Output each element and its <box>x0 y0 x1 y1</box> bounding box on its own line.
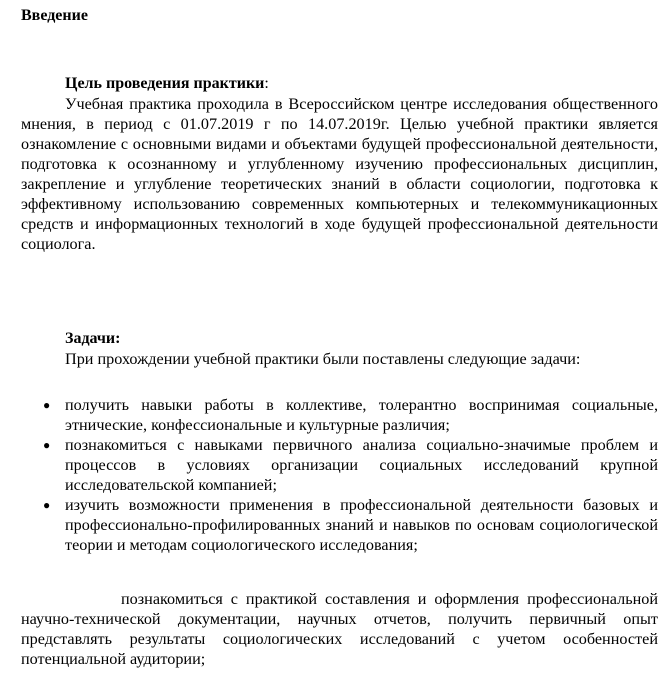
task-item <box>21 395 658 435</box>
bullet-icon: ● <box>43 398 51 412</box>
goal-paragraph: Учебная практика проходила в Всероссийском центре исследования общественного мнения, в период с 01.07.2019 г по 14.07.2019г. Целью учебной практики является ознакомление с основными видами и объектами будущей профессиональной деятельности, подготовка к осознанному и углубленному изучению профессиональных дисциплин, закрепление и углубление теоретических знаний в области социологии, подготовка к эффективному использованию современных компьютерных и телекоммуникационных средств и информационных технологий в ходе будущей профессиональной деятельности социолога. <box>21 95 658 253</box>
tasks-section <box>21 329 658 369</box>
task-item <box>21 495 658 555</box>
intro-heading: Введение <box>21 7 88 24</box>
task-text: познакомиться с навыками первичного анализа социально-значимые проблем и процессов в условиях организации социальных исследований крупной исследовательской компанией; <box>65 436 658 494</box>
goal-heading-text: Цель проведения практики <box>65 75 265 92</box>
task-text: получить навыки работы в коллективе, толерантно воспринимая социальные, этнические, конфессиональные и культурные различия; <box>65 396 658 434</box>
bullet-icon: ● <box>43 438 51 452</box>
bullet-icon: ● <box>43 498 51 512</box>
tasks-intro: При прохождении учебной практики были поставлены следующие задачи: <box>65 350 581 368</box>
goal-heading-colon: : <box>264 75 269 92</box>
task-plain-item: познакомиться с практикой составления и оформления профессиональной научно-технической документации, научных отчетов, получить первичный опыт представлять результаты социологических исследований с учетом особенностей потенциальной аудитории; <box>21 590 658 668</box>
goal-heading <box>21 74 658 94</box>
task-item <box>21 435 658 495</box>
task-text: изучить возможности применения в профессиональной деятельности базовых и профессионально-профилированных знаний и навыков по основам социологической теории и методам социологического исследования; <box>65 496 658 554</box>
goal-section <box>21 74 658 254</box>
tasks-list <box>21 395 658 555</box>
tasks-heading: Задачи: <box>65 330 121 347</box>
